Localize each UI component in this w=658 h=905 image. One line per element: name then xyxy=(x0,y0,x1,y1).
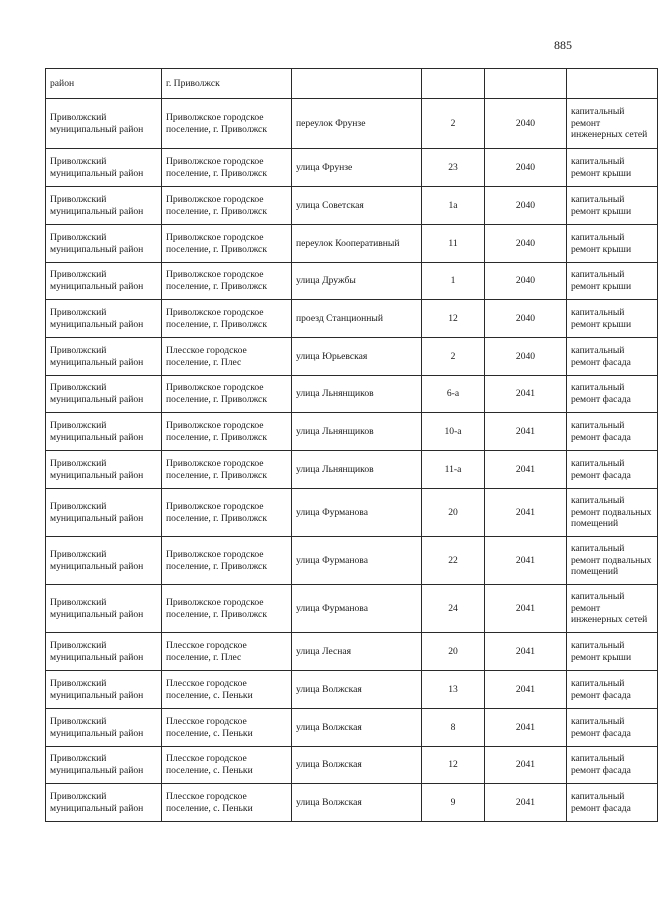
cell-street: улица Дружбы xyxy=(292,263,422,300)
cell-district: Приволжский муниципальный район xyxy=(46,187,162,225)
table-row xyxy=(46,451,658,489)
cell-district: Приволжский муниципальный район xyxy=(46,338,162,376)
cell-house-number: 8 xyxy=(422,709,485,747)
cell-district: Приволжский муниципальный район xyxy=(46,300,162,338)
cell-street: улица Фурманова xyxy=(292,489,422,537)
table-row xyxy=(46,585,658,633)
table-row xyxy=(46,537,658,585)
table-row xyxy=(46,376,658,413)
cell-district: Приволжский муниципальный район xyxy=(46,709,162,747)
cell-settlement: Приволжское городское поселение, г. Приволжск xyxy=(162,225,292,263)
cell-year: 2041 xyxy=(485,671,567,709)
table-row-continued xyxy=(46,69,658,99)
cell-settlement: Приволжское городское поселение, г. Приволжск xyxy=(162,263,292,300)
cell-year: 2040 xyxy=(485,225,567,263)
cell-settlement: Приволжское городское поселение, г. Приволжск xyxy=(162,300,292,338)
cell-district: Приволжский муниципальный район xyxy=(46,784,162,822)
cell-work-type: капитальный ремонт крыши xyxy=(567,187,658,225)
cell-district: Приволжский муниципальный район xyxy=(46,149,162,187)
cell-district: Приволжский муниципальный район xyxy=(46,376,162,413)
cell-work-type: капитальный ремонт крыши xyxy=(567,300,658,338)
cell-house-number: 9 xyxy=(422,784,485,822)
cell-year: 2041 xyxy=(485,537,567,585)
cell-year: 2040 xyxy=(485,99,567,149)
cell-settlement: г. Приволжск xyxy=(162,69,292,99)
cell-work-type: капитальный ремонт фасада xyxy=(567,413,658,451)
cell-work-type: капитальный ремонт крыши xyxy=(567,263,658,300)
cell-work-type: капитальный ремонт фасада xyxy=(567,671,658,709)
cell-house-number: 2 xyxy=(422,338,485,376)
cell-settlement: Плесское городское поселение, с. Пеньки xyxy=(162,671,292,709)
cell-district: район xyxy=(46,69,162,99)
table-body xyxy=(46,69,658,822)
cell-street: улица Льнянщиков xyxy=(292,376,422,413)
cell-settlement: Приволжское городское поселение, г. Приволжск xyxy=(162,585,292,633)
cell-street: улица Волжская xyxy=(292,747,422,784)
cell-work-type: капитальный ремонт крыши xyxy=(567,225,658,263)
cell-settlement: Приволжское городское поселение, г. Приволжск xyxy=(162,413,292,451)
cell-year: 2041 xyxy=(485,585,567,633)
cell-work-type: капитальный ремонт крыши xyxy=(567,633,658,671)
cell-street: проезд Станционный xyxy=(292,300,422,338)
cell-year: 2040 xyxy=(485,300,567,338)
cell-settlement: Плесское городское поселение, г. Плес xyxy=(162,338,292,376)
cell-work-type: капитальный ремонт крыши xyxy=(567,149,658,187)
cell-district: Приволжский муниципальный район xyxy=(46,99,162,149)
cell-year: 2041 xyxy=(485,489,567,537)
cell-work-type: капитальный ремонт фасада xyxy=(567,784,658,822)
cell-street: улица Лесная xyxy=(292,633,422,671)
cell-house-number: 23 xyxy=(422,149,485,187)
table-row xyxy=(46,99,658,149)
cell-year: 2040 xyxy=(485,149,567,187)
cell-house-number: 1 xyxy=(422,263,485,300)
cell-work-type: капитальный ремонт фасада xyxy=(567,451,658,489)
cell-work-type: капитальный ремонт инженерных сетей xyxy=(567,99,658,149)
table-row xyxy=(46,633,658,671)
cell-district: Приволжский муниципальный район xyxy=(46,537,162,585)
cell-house-number: 13 xyxy=(422,671,485,709)
cell-district: Приволжский муниципальный район xyxy=(46,489,162,537)
cell-district: Приволжский муниципальный район xyxy=(46,585,162,633)
cell-house-number: 12 xyxy=(422,747,485,784)
cell-house-number: 2 xyxy=(422,99,485,149)
cell-work-type: капитальный ремонт фасада xyxy=(567,376,658,413)
cell-house-number xyxy=(422,69,485,99)
cell-work-type: капитальный ремонт подвальных помещений xyxy=(567,537,658,585)
cell-year: 2041 xyxy=(485,747,567,784)
page-number: 885 xyxy=(554,38,572,52)
cell-settlement: Приволжское городское поселение, г. Приволжск xyxy=(162,537,292,585)
cell-year xyxy=(485,69,567,99)
table-row xyxy=(46,149,658,187)
cell-street: улица Волжская xyxy=(292,709,422,747)
table-row xyxy=(46,338,658,376)
cell-year: 2041 xyxy=(485,376,567,413)
table-row xyxy=(46,413,658,451)
cell-house-number: 24 xyxy=(422,585,485,633)
cell-settlement: Приволжское городское поселение, г. Приволжск xyxy=(162,187,292,225)
cell-year: 2040 xyxy=(485,187,567,225)
cell-street: улица Фурманова xyxy=(292,537,422,585)
cell-street: улица Волжская xyxy=(292,671,422,709)
cell-year: 2040 xyxy=(485,338,567,376)
cell-district: Приволжский муниципальный район xyxy=(46,225,162,263)
cell-street: улица Фурманова xyxy=(292,585,422,633)
cell-street: улица Льнянщиков xyxy=(292,413,422,451)
cell-work-type: капитальный ремонт фасада xyxy=(567,709,658,747)
cell-year: 2041 xyxy=(485,709,567,747)
table-row xyxy=(46,747,658,784)
table-row xyxy=(46,709,658,747)
cell-settlement: Плесское городское поселение, с. Пеньки xyxy=(162,747,292,784)
table-row xyxy=(46,263,658,300)
cell-house-number: 22 xyxy=(422,537,485,585)
cell-house-number: 6-а xyxy=(422,376,485,413)
cell-street xyxy=(292,69,422,99)
cell-house-number: 1а xyxy=(422,187,485,225)
cell-house-number: 12 xyxy=(422,300,485,338)
cell-house-number: 11 xyxy=(422,225,485,263)
cell-work-type xyxy=(567,69,658,99)
cell-district: Приволжский муниципальный район xyxy=(46,633,162,671)
cell-settlement: Приволжское городское поселение, г. Приволжск xyxy=(162,489,292,537)
cell-street: улица Волжская xyxy=(292,784,422,822)
cell-district: Приволжский муниципальный район xyxy=(46,263,162,300)
cell-house-number: 20 xyxy=(422,489,485,537)
cell-work-type: капитальный ремонт фасада xyxy=(567,338,658,376)
cell-district: Приволжский муниципальный район xyxy=(46,671,162,709)
cell-street: улица Юрьевская xyxy=(292,338,422,376)
cell-settlement: Приволжское городское поселение, г. Приволжск xyxy=(162,99,292,149)
cell-year: 2041 xyxy=(485,633,567,671)
cell-year: 2041 xyxy=(485,784,567,822)
cell-settlement: Приволжское городское поселение, г. Приволжск xyxy=(162,149,292,187)
cell-year: 2041 xyxy=(485,451,567,489)
cell-work-type: капитальный ремонт фасада xyxy=(567,747,658,784)
cell-street: улица Советская xyxy=(292,187,422,225)
cell-house-number: 20 xyxy=(422,633,485,671)
cell-work-type: капитальный ремонт инженерных сетей xyxy=(567,585,658,633)
cell-street: улица Льнянщиков xyxy=(292,451,422,489)
cell-year: 2041 xyxy=(485,413,567,451)
cell-settlement: Плесское городское поселение, с. Пеньки xyxy=(162,784,292,822)
cell-settlement: Приволжское городское поселение, г. Приволжск xyxy=(162,376,292,413)
repair-schedule-table xyxy=(45,68,658,822)
table-row xyxy=(46,187,658,225)
table-row xyxy=(46,671,658,709)
cell-settlement: Плесское городское поселение, с. Пеньки xyxy=(162,709,292,747)
cell-street: улица Фрунзе xyxy=(292,149,422,187)
cell-settlement: Приволжское городское поселение, г. Приволжск xyxy=(162,451,292,489)
cell-house-number: 11-а xyxy=(422,451,485,489)
table-row xyxy=(46,489,658,537)
cell-house-number: 10-а xyxy=(422,413,485,451)
table-row xyxy=(46,300,658,338)
cell-settlement: Плесское городское поселение, г. Плес xyxy=(162,633,292,671)
cell-street: переулок Кооперативный xyxy=(292,225,422,263)
cell-district: Приволжский муниципальный район xyxy=(46,451,162,489)
cell-district: Приволжский муниципальный район xyxy=(46,413,162,451)
table-row xyxy=(46,225,658,263)
cell-year: 2040 xyxy=(485,263,567,300)
cell-work-type: капитальный ремонт подвальных помещений xyxy=(567,489,658,537)
cell-street: переулок Фрунзе xyxy=(292,99,422,149)
table-row xyxy=(46,784,658,822)
cell-district: Приволжский муниципальный район xyxy=(46,747,162,784)
